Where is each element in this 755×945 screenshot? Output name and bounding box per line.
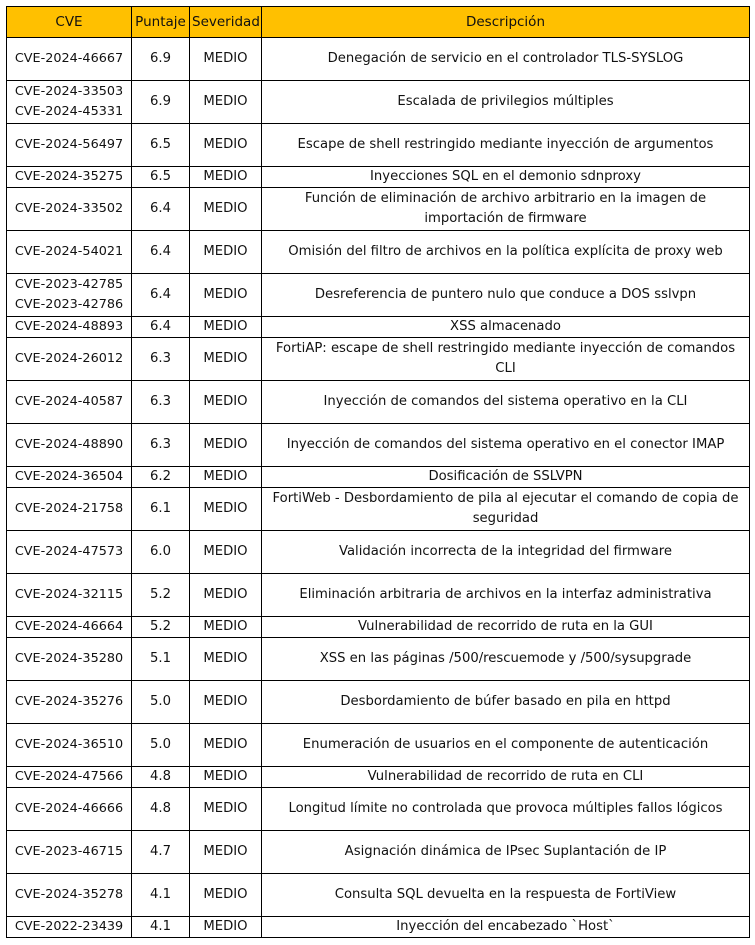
severity-cell: MEDIO xyxy=(190,274,262,317)
severity-cell: MEDIO xyxy=(190,124,262,167)
cve-cell xyxy=(7,488,132,531)
cve-id: CVE-2024-33503 xyxy=(14,84,124,99)
table-row xyxy=(7,874,750,917)
score-cell: 4.8 xyxy=(132,767,190,788)
description-cell: Consulta SQL devuelta en la respuesta de FortiView xyxy=(262,874,750,917)
table-row xyxy=(7,681,750,724)
table-row xyxy=(7,338,750,381)
severity-cell: MEDIO xyxy=(190,338,262,381)
description-cell: XSS en las páginas /500/rescuemode y /500/sysupgrade xyxy=(262,638,750,681)
cve-cell xyxy=(7,638,132,681)
description-cell: Vulnerabilidad de recorrido de ruta en la GUI xyxy=(262,617,750,638)
cve-id: CVE-2024-35280 xyxy=(14,651,124,666)
header-severity: Severidad xyxy=(190,7,262,38)
score-cell: 5.1 xyxy=(132,638,190,681)
severity-cell: MEDIO xyxy=(190,638,262,681)
cve-id: CVE-2024-35275 xyxy=(14,169,124,184)
cve-cell xyxy=(7,917,132,938)
severity-cell: MEDIO xyxy=(190,38,262,81)
score-cell: 6.4 xyxy=(132,274,190,317)
cve-id: CVE-2024-56497 xyxy=(14,137,124,152)
cve-id: CVE-2024-35276 xyxy=(14,694,124,709)
cve-id: CVE-2024-54021 xyxy=(14,244,124,259)
description-cell: Inyección de comandos del sistema operativo en el conector IMAP xyxy=(262,424,750,467)
score-cell: 6.3 xyxy=(132,338,190,381)
table-row xyxy=(7,724,750,767)
table-body xyxy=(7,38,750,938)
cve-cell xyxy=(7,381,132,424)
severity-cell: MEDIO xyxy=(190,831,262,874)
score-cell: 6.9 xyxy=(132,81,190,124)
cve-cell xyxy=(7,831,132,874)
description-cell: Inyección de comandos del sistema operativo en la CLI xyxy=(262,381,750,424)
severity-cell: MEDIO xyxy=(190,874,262,917)
table-row xyxy=(7,81,750,124)
cve-id: CVE-2024-36510 xyxy=(14,737,124,752)
score-cell: 4.7 xyxy=(132,831,190,874)
description-cell: Denegación de servicio en el controlador TLS-SYSLOG xyxy=(262,38,750,81)
description-cell: Inyecciones SQL en el demonio sdnproxy xyxy=(262,167,750,188)
table-row xyxy=(7,188,750,231)
description-cell: Función de eliminación de archivo arbitrario en la imagen de importación de firmware xyxy=(262,188,750,231)
table-row xyxy=(7,124,750,167)
description-cell: Vulnerabilidad de recorrido de ruta en CLI xyxy=(262,767,750,788)
cve-cell xyxy=(7,788,132,831)
cve-cell xyxy=(7,38,132,81)
table-row xyxy=(7,767,750,788)
table-row xyxy=(7,788,750,831)
cve-cell xyxy=(7,531,132,574)
cve-table xyxy=(6,6,750,938)
table-row xyxy=(7,467,750,488)
cve-id: CVE-2024-48893 xyxy=(14,319,124,334)
description-cell: Enumeración de usuarios en el componente de autenticación xyxy=(262,724,750,767)
cve-cell xyxy=(7,81,132,124)
score-cell: 6.9 xyxy=(132,38,190,81)
severity-cell: MEDIO xyxy=(190,767,262,788)
table-row xyxy=(7,38,750,81)
score-cell: 4.8 xyxy=(132,788,190,831)
cve-id: CVE-2023-46715 xyxy=(14,844,124,859)
severity-cell: MEDIO xyxy=(190,917,262,938)
cve-cell xyxy=(7,188,132,231)
header-description: Descripción xyxy=(262,7,750,38)
table-header xyxy=(7,7,750,38)
table-row xyxy=(7,617,750,638)
description-cell: XSS almacenado xyxy=(262,317,750,338)
score-cell: 6.4 xyxy=(132,231,190,274)
description-cell: Desbordamiento de búfer basado en pila en httpd xyxy=(262,681,750,724)
cve-cell xyxy=(7,467,132,488)
description-cell: Asignación dinámica de IPsec Suplantación de IP xyxy=(262,831,750,874)
header-cve: CVE xyxy=(7,7,132,38)
cve-cell xyxy=(7,124,132,167)
description-cell: Dosificación de SSLVPN xyxy=(262,467,750,488)
cve-id: CVE-2024-21758 xyxy=(14,501,124,516)
severity-cell: MEDIO xyxy=(190,788,262,831)
cve-cell xyxy=(7,617,132,638)
cve-id: CVE-2024-33502 xyxy=(14,201,124,216)
severity-cell: MEDIO xyxy=(190,424,262,467)
cve-cell xyxy=(7,338,132,381)
severity-cell: MEDIO xyxy=(190,188,262,231)
description-cell: FortiWeb - Desbordamiento de pila al ejecutar el comando de copia de seguridad xyxy=(262,488,750,531)
cve-id: CVE-2024-36504 xyxy=(14,469,124,484)
cve-id: CVE-2024-46666 xyxy=(14,801,124,816)
header-score: Puntaje xyxy=(132,7,190,38)
score-cell: 6.0 xyxy=(132,531,190,574)
description-cell: FortiAP: escape de shell restringido mediante inyección de comandos CLI xyxy=(262,338,750,381)
description-cell: Inyección del encabezado `Host` xyxy=(262,917,750,938)
description-cell: Escape de shell restringido mediante inyección de argumentos xyxy=(262,124,750,167)
table-row xyxy=(7,531,750,574)
severity-cell: MEDIO xyxy=(190,467,262,488)
score-cell: 6.3 xyxy=(132,381,190,424)
score-cell: 5.2 xyxy=(132,574,190,617)
cve-id: CVE-2023-42786 xyxy=(14,297,124,312)
description-cell: Escalada de privilegios múltiples xyxy=(262,81,750,124)
score-cell: 6.1 xyxy=(132,488,190,531)
table-row xyxy=(7,574,750,617)
cve-id: CVE-2024-47573 xyxy=(14,544,124,559)
description-cell: Validación incorrecta de la integridad del firmware xyxy=(262,531,750,574)
cve-cell xyxy=(7,767,132,788)
description-cell: Eliminación arbitraria de archivos en la interfaz administrativa xyxy=(262,574,750,617)
cve-id: CVE-2024-47566 xyxy=(14,769,124,784)
table-row xyxy=(7,317,750,338)
severity-cell: MEDIO xyxy=(190,617,262,638)
table-row xyxy=(7,231,750,274)
cve-id: CVE-2022-23439 xyxy=(14,919,124,934)
description-cell: Desreferencia de puntero nulo que conduce a DOS sslvpn xyxy=(262,274,750,317)
cve-cell xyxy=(7,681,132,724)
table-row xyxy=(7,917,750,938)
table-row xyxy=(7,381,750,424)
table-row xyxy=(7,831,750,874)
cve-id: CVE-2024-26012 xyxy=(14,351,124,366)
description-cell: Omisión del filtro de archivos en la política explícita de proxy web xyxy=(262,231,750,274)
severity-cell: MEDIO xyxy=(190,681,262,724)
score-cell: 6.4 xyxy=(132,188,190,231)
score-cell: 5.0 xyxy=(132,681,190,724)
severity-cell: MEDIO xyxy=(190,81,262,124)
header-row xyxy=(7,7,750,38)
cve-cell xyxy=(7,317,132,338)
table-row xyxy=(7,274,750,317)
table-row xyxy=(7,167,750,188)
severity-cell: MEDIO xyxy=(190,317,262,338)
cve-id: CVE-2024-46664 xyxy=(14,619,124,634)
severity-cell: MEDIO xyxy=(190,231,262,274)
score-cell: 5.0 xyxy=(132,724,190,767)
cve-cell xyxy=(7,874,132,917)
severity-cell: MEDIO xyxy=(190,488,262,531)
score-cell: 6.5 xyxy=(132,124,190,167)
cve-cell xyxy=(7,231,132,274)
cve-id: CVE-2024-35278 xyxy=(14,887,124,902)
score-cell: 6.3 xyxy=(132,424,190,467)
score-cell: 4.1 xyxy=(132,874,190,917)
table-row xyxy=(7,424,750,467)
score-cell: 6.2 xyxy=(132,467,190,488)
cve-id: CVE-2024-48890 xyxy=(14,437,124,452)
cve-id: CVE-2024-46667 xyxy=(14,51,124,66)
score-cell: 5.2 xyxy=(132,617,190,638)
cve-cell xyxy=(7,724,132,767)
cve-id: CVE-2024-45331 xyxy=(14,104,124,119)
cve-id: CVE-2023-42785 xyxy=(14,277,124,292)
description-cell: Longitud límite no controlada que provoca múltiples fallos lógicos xyxy=(262,788,750,831)
severity-cell: MEDIO xyxy=(190,574,262,617)
cve-cell xyxy=(7,424,132,467)
severity-cell: MEDIO xyxy=(190,531,262,574)
severity-cell: MEDIO xyxy=(190,167,262,188)
table-row xyxy=(7,488,750,531)
score-cell: 6.5 xyxy=(132,167,190,188)
score-cell: 6.4 xyxy=(132,317,190,338)
cve-id: CVE-2024-40587 xyxy=(14,394,124,409)
cve-cell xyxy=(7,574,132,617)
table-row xyxy=(7,638,750,681)
cve-cell xyxy=(7,167,132,188)
cve-cell xyxy=(7,274,132,317)
severity-cell: MEDIO xyxy=(190,724,262,767)
cve-id: CVE-2024-32115 xyxy=(14,587,124,602)
score-cell: 4.1 xyxy=(132,917,190,938)
severity-cell: MEDIO xyxy=(190,381,262,424)
